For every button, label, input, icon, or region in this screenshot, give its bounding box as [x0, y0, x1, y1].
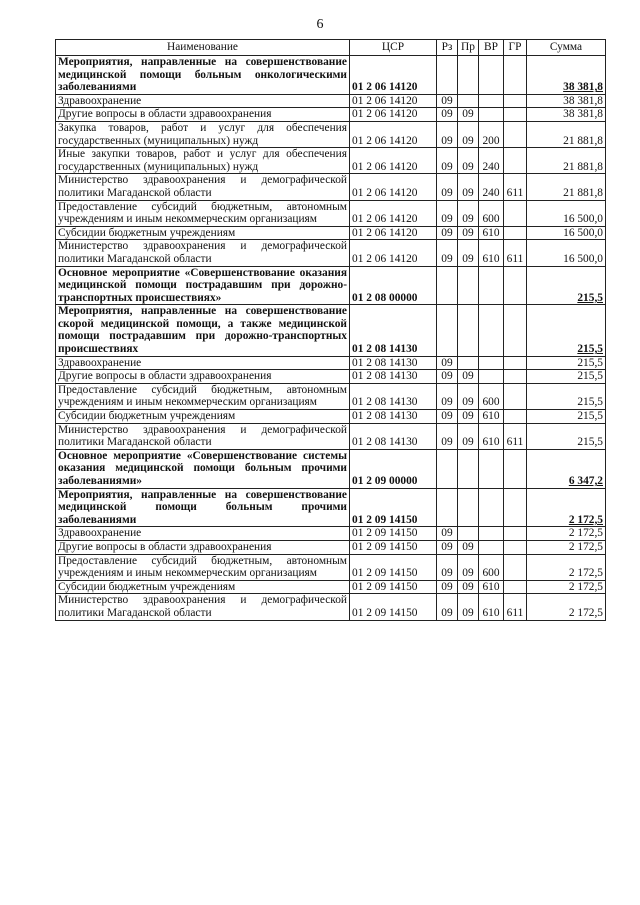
sum-value: 16 500,0	[563, 252, 603, 265]
cell-csr: 01 2 06 14120	[350, 240, 437, 266]
cell-pr: 09	[458, 383, 479, 409]
cell-sum	[527, 148, 606, 174]
cell-gr	[504, 121, 527, 147]
cell-vr	[479, 356, 504, 370]
cell-pr	[458, 56, 479, 95]
cell-csr: 01 2 09 14150	[350, 594, 437, 620]
table-row	[56, 554, 606, 580]
cell-rz: 09	[437, 580, 458, 594]
cell-rz	[437, 449, 458, 488]
cell-gr	[504, 410, 527, 424]
cell-gr: 611	[504, 174, 527, 200]
cell-name: Здравоохранение	[56, 527, 350, 541]
cell-gr	[504, 370, 527, 384]
table-row	[56, 266, 606, 305]
cell-sum	[527, 200, 606, 226]
table-row	[56, 356, 606, 370]
cell-pr: 09	[458, 580, 479, 594]
cell-rz: 09	[437, 200, 458, 226]
table-row	[56, 56, 606, 95]
cell-sum	[527, 527, 606, 541]
cell-vr	[479, 56, 504, 95]
cell-name: Другие вопросы в области здравоохранения	[56, 108, 350, 122]
cell-name: Субсидии бюджетным учреждениям	[56, 410, 350, 424]
table-row	[56, 226, 606, 240]
cell-pr: 09	[458, 174, 479, 200]
cell-csr: 01 2 06 14120	[350, 121, 437, 147]
cell-name: Министерство здравоохранения и демографической политики Магаданской области	[56, 594, 350, 620]
cell-vr	[479, 94, 504, 108]
sum-value: 21 881,8	[563, 134, 603, 147]
cell-vr: 610	[479, 580, 504, 594]
sum-value: 215,5	[577, 410, 603, 423]
cell-sum	[527, 226, 606, 240]
cell-pr: 09	[458, 226, 479, 240]
cell-gr	[504, 554, 527, 580]
cell-vr: 240	[479, 148, 504, 174]
cell-rz: 09	[437, 174, 458, 200]
cell-vr: 600	[479, 383, 504, 409]
table-row	[56, 370, 606, 384]
sum-value: 38 381,8	[563, 108, 603, 121]
sum-value: 215,5	[577, 343, 603, 356]
cell-gr	[504, 266, 527, 305]
cell-sum	[527, 94, 606, 108]
cell-rz: 09	[437, 410, 458, 424]
cell-gr	[504, 488, 527, 527]
cell-sum	[527, 554, 606, 580]
table-body	[56, 56, 606, 621]
cell-vr: 600	[479, 554, 504, 580]
cell-rz: 09	[437, 121, 458, 147]
cell-rz: 09	[437, 108, 458, 122]
cell-vr: 600	[479, 200, 504, 226]
cell-rz: 09	[437, 226, 458, 240]
cell-gr	[504, 94, 527, 108]
cell-vr	[479, 108, 504, 122]
cell-rz: 09	[437, 540, 458, 554]
cell-pr: 09	[458, 148, 479, 174]
cell-sum	[527, 488, 606, 527]
cell-name: Мероприятия, направленные на совершенствование медицинской помощи больным онкологическими заболеваниями	[56, 56, 350, 95]
cell-name: Другие вопросы в области здравоохранения	[56, 540, 350, 554]
table-row	[56, 527, 606, 541]
cell-csr: 01 2 08 14130	[350, 356, 437, 370]
cell-vr	[479, 527, 504, 541]
cell-pr	[458, 305, 479, 356]
cell-name: Министерство здравоохранения и демографической политики Магаданской области	[56, 423, 350, 449]
cell-name: Основное мероприятие «Совершенствование системы оказания медицинской помощи больным прочими заболеваниями»	[56, 449, 350, 488]
sum-value: 215,5	[577, 396, 603, 409]
sum-value: 21 881,8	[563, 160, 603, 173]
cell-vr: 610	[479, 410, 504, 424]
cell-csr: 01 2 08 14130	[350, 370, 437, 384]
table-row	[56, 240, 606, 266]
sum-value: 2 172,5	[568, 540, 603, 553]
cell-rz: 09	[437, 594, 458, 620]
cell-sum	[527, 410, 606, 424]
table-row	[56, 410, 606, 424]
cell-pr: 09	[458, 423, 479, 449]
table-row	[56, 200, 606, 226]
cell-rz: 09	[437, 94, 458, 108]
sum-value: 38 381,8	[563, 81, 603, 94]
cell-csr: 01 2 06 14120	[350, 94, 437, 108]
sum-value: 215,5	[577, 436, 603, 449]
cell-gr: 611	[504, 594, 527, 620]
cell-sum	[527, 108, 606, 122]
cell-csr: 01 2 09 14150	[350, 488, 437, 527]
cell-sum	[527, 594, 606, 620]
table-row	[56, 383, 606, 409]
cell-vr	[479, 305, 504, 356]
sum-value: 21 881,8	[563, 186, 603, 199]
cell-sum	[527, 121, 606, 147]
sum-value: 2 172,5	[568, 567, 603, 580]
cell-csr: 01 2 08 14130	[350, 305, 437, 356]
cell-rz	[437, 488, 458, 527]
cell-rz: 09	[437, 148, 458, 174]
cell-gr	[504, 200, 527, 226]
cell-rz	[437, 56, 458, 95]
cell-name: Субсидии бюджетным учреждениям	[56, 226, 350, 240]
cell-pr	[458, 266, 479, 305]
sum-value: 2 172,5	[568, 580, 603, 593]
cell-rz: 09	[437, 423, 458, 449]
cell-pr: 09	[458, 594, 479, 620]
table-row	[56, 488, 606, 527]
cell-sum	[527, 580, 606, 594]
column-header-rz: Рз	[437, 40, 458, 56]
cell-name: Субсидии бюджетным учреждениям	[56, 580, 350, 594]
cell-csr: 01 2 08 00000	[350, 266, 437, 305]
cell-name: Здравоохранение	[56, 356, 350, 370]
cell-csr: 01 2 06 14120	[350, 226, 437, 240]
cell-vr	[479, 449, 504, 488]
cell-name: Мероприятия, направленные на совершенствование медицинской помощи больным прочими заболеваниями	[56, 488, 350, 527]
cell-sum	[527, 305, 606, 356]
cell-vr: 610	[479, 594, 504, 620]
column-header-name: Наименование	[56, 40, 350, 56]
cell-pr: 09	[458, 108, 479, 122]
cell-pr: 09	[458, 200, 479, 226]
cell-rz: 09	[437, 370, 458, 384]
sum-value: 215,5	[577, 356, 603, 369]
cell-vr: 610	[479, 240, 504, 266]
table-row	[56, 148, 606, 174]
cell-sum	[527, 370, 606, 384]
cell-pr: 09	[458, 121, 479, 147]
table-row	[56, 449, 606, 488]
cell-name: Министерство здравоохранения и демографической политики Магаданской области	[56, 240, 350, 266]
cell-vr: 200	[479, 121, 504, 147]
cell-gr	[504, 540, 527, 554]
cell-sum	[527, 540, 606, 554]
table-row	[56, 594, 606, 620]
cell-csr: 01 2 06 14120	[350, 56, 437, 95]
cell-gr: 611	[504, 423, 527, 449]
table-row	[56, 108, 606, 122]
cell-rz: 09	[437, 383, 458, 409]
cell-pr: 09	[458, 240, 479, 266]
sum-value: 2 172,5	[568, 513, 603, 526]
cell-gr	[504, 580, 527, 594]
cell-name: Предоставление субсидий бюджетным, автономным учреждениям и иным некоммерческим организациям	[56, 200, 350, 226]
cell-pr: 09	[458, 540, 479, 554]
cell-csr: 01 2 09 00000	[350, 449, 437, 488]
cell-pr: 09	[458, 370, 479, 384]
cell-gr	[504, 226, 527, 240]
sum-value: 215,5	[577, 291, 603, 304]
sum-value: 16 500,0	[563, 226, 603, 239]
cell-name: Мероприятия, направленные на совершенствование скорой медицинской помощи, а также медицинской помощи пострадавшим при дорожно-транспортных происшествиях	[56, 305, 350, 356]
table-header-row	[56, 40, 606, 56]
column-header-csr: ЦСР	[350, 40, 437, 56]
cell-sum	[527, 383, 606, 409]
cell-pr	[458, 94, 479, 108]
cell-name: Основное мероприятие «Совершенствование оказания медицинской помощи пострадавшим при дорожно-транспортных происшествиях»	[56, 266, 350, 305]
cell-rz: 09	[437, 356, 458, 370]
cell-vr: 610	[479, 226, 504, 240]
cell-csr: 01 2 06 14120	[350, 200, 437, 226]
cell-sum	[527, 56, 606, 95]
cell-name: Предоставление субсидий бюджетным, автономным учреждениям и иным некоммерческим организациям	[56, 554, 350, 580]
cell-pr	[458, 356, 479, 370]
cell-name: Иные закупки товаров, работ и услуг для обеспечения государственных (муниципальных) нужд	[56, 148, 350, 174]
cell-name: Здравоохранение	[56, 94, 350, 108]
sum-value: 6 347,2	[568, 475, 603, 487]
sum-value: 2 172,5	[568, 606, 603, 619]
cell-rz: 09	[437, 527, 458, 541]
table-row	[56, 121, 606, 147]
cell-csr: 01 2 09 14150	[350, 540, 437, 554]
cell-sum	[527, 449, 606, 488]
cell-rz	[437, 266, 458, 305]
cell-csr: 01 2 06 14120	[350, 174, 437, 200]
column-header-sum: Сумма	[527, 40, 606, 56]
cell-csr: 01 2 08 14130	[350, 410, 437, 424]
cell-sum	[527, 266, 606, 305]
column-header-pr: Пр	[458, 40, 479, 56]
cell-sum	[527, 423, 606, 449]
cell-rz: 09	[437, 554, 458, 580]
cell-vr	[479, 488, 504, 527]
cell-gr	[504, 356, 527, 370]
cell-gr	[504, 148, 527, 174]
cell-name: Другие вопросы в области здравоохранения	[56, 370, 350, 384]
cell-name: Министерство здравоохранения и демографической политики Магаданской области	[56, 174, 350, 200]
sum-value: 16 500,0	[563, 213, 603, 226]
cell-csr: 01 2 09 14150	[350, 554, 437, 580]
table-row	[56, 305, 606, 356]
cell-vr	[479, 266, 504, 305]
cell-sum	[527, 240, 606, 266]
page-number: 6	[316, 17, 324, 32]
cell-csr: 01 2 06 14120	[350, 108, 437, 122]
cell-gr	[504, 449, 527, 488]
cell-pr	[458, 527, 479, 541]
cell-csr: 01 2 08 14130	[350, 383, 437, 409]
sum-value: 2 172,5	[568, 527, 603, 540]
cell-csr: 01 2 09 14150	[350, 580, 437, 594]
column-header-vr: ВР	[479, 40, 504, 56]
table-row	[56, 94, 606, 108]
cell-vr: 240	[479, 174, 504, 200]
cell-gr	[504, 56, 527, 95]
cell-name: Закупка товаров, работ и услуг для обеспечения государственных (муниципальных) нужд	[56, 121, 350, 147]
cell-gr	[504, 305, 527, 356]
cell-sum	[527, 174, 606, 200]
cell-vr	[479, 370, 504, 384]
sum-value: 38 381,8	[563, 94, 603, 107]
cell-gr	[504, 383, 527, 409]
sum-value: 215,5	[577, 370, 603, 383]
cell-vr	[479, 540, 504, 554]
cell-pr	[458, 449, 479, 488]
column-header-gr: ГР	[504, 40, 527, 56]
table-row	[56, 174, 606, 200]
budget-table	[55, 39, 606, 621]
cell-sum	[527, 356, 606, 370]
cell-gr	[504, 108, 527, 122]
cell-gr: 611	[504, 240, 527, 266]
cell-rz: 09	[437, 240, 458, 266]
cell-csr: 01 2 08 14130	[350, 423, 437, 449]
cell-csr: 01 2 06 14120	[350, 148, 437, 174]
cell-vr: 610	[479, 423, 504, 449]
cell-csr: 01 2 09 14150	[350, 527, 437, 541]
table-row	[56, 580, 606, 594]
cell-pr: 09	[458, 410, 479, 424]
table-row	[56, 540, 606, 554]
cell-pr	[458, 488, 479, 527]
cell-gr	[504, 527, 527, 541]
cell-pr: 09	[458, 554, 479, 580]
table-row	[56, 423, 606, 449]
cell-rz	[437, 305, 458, 356]
cell-name: Предоставление субсидий бюджетным, автономным учреждениям и иным некоммерческим организациям	[56, 383, 350, 409]
